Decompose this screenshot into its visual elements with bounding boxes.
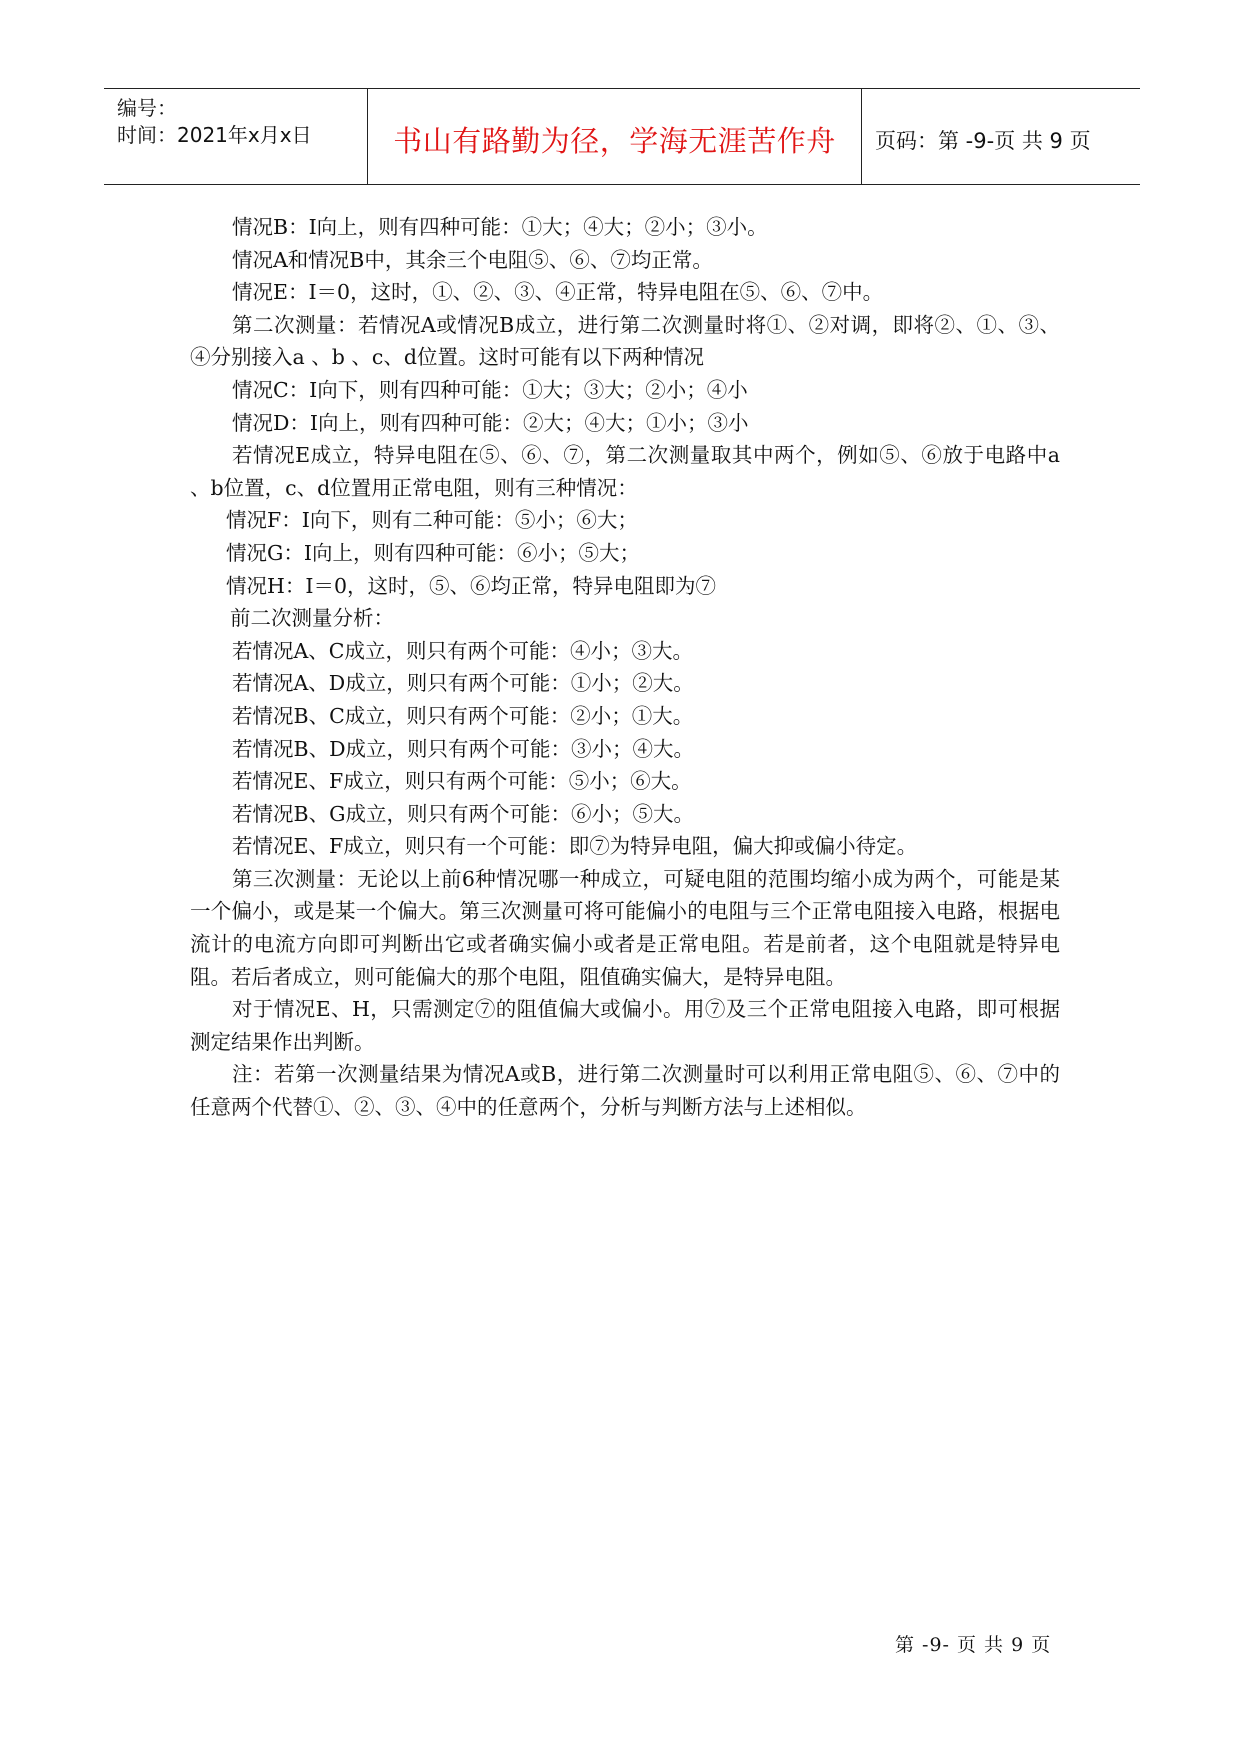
paragraph: 若情况B、D成立，则只有两个可能：③小；④大。 [232,736,694,761]
paragraph: 若情况E成立，特异电阻在⑤、⑥、⑦，第二次测量取其中两个，例如⑤、⑥放于电路中a 、b位置，c、d位置用正常电阻，则有三种情况： [190,443,1060,500]
motto-text: 书山有路勤为径，学海无涯苦作舟 [393,124,836,158]
paragraph: 对于情况E、H，只需测定⑦的阻值偏大或偏小。用⑦及三个正常电阻接入电路，即可根据测定结果作出判断。 [190,997,1060,1054]
paragraph: 情况D：I向上，则有四种可能：②大；④大；①小；③小 [232,410,749,435]
paragraph: 前二次测量分析： [230,606,394,631]
paragraph: 情况H：I＝0，这时，⑤、⑥均正常，特异电阻即为⑦ [226,573,717,598]
paragraph: 第三次测量：无论以上前6种情况哪一种成立，可疑电阻的范围均缩小成为两个，可能是某一个偏小，或是某一个偏大。第三次测量可将可能偏小的电阻与三个正常电阻接入电路，根据电流计的电流方向即可判断出它或者确实偏小或者是正常电阻。若是前者，这个电阻就是特异电阻。若后者成立，则可能偏大的那个电阻，阻值确实偏大，是特异电阻。 [190,866,1060,989]
serial-number-label: 编号： [117,96,177,120]
paragraph: 若情况A、D成立，则只有两个可能：①小；②大。 [232,671,694,696]
paragraph: 情况E：I＝0，这时，①、②、③、④正常，特异电阻在⑤、⑥、⑦中。 [232,280,884,305]
document-header [104,88,1140,185]
paragraph: 注：若第一次测量结果为情况A或B，进行第二次测量时可以利用正常电阻⑤、⑥、⑦中的任意两个代替①、②、③、④中的任意两个，分析与判断方法与上述相似。 [190,1062,1060,1120]
paragraph: 情况A和情况B中，其余三个电阻⑤、⑥、⑦均正常。 [232,247,713,272]
paragraph: 若情况A、C成立，则只有两个可能：④小；③大。 [232,638,693,663]
document-body [190,211,1060,1124]
paragraph: 若情况E、F成立，则只有一个可能：即⑦为特异电阻，偏大抑或偏小待定。 [232,834,918,859]
header-page-cell [862,89,1140,184]
paragraph: 第二次测量：若情况A或情况B成立，进行第二次测量时将①、②对调，即将②、①、③、④分别接入a 、b 、c、d位置。这时可能有以下两种情况 [190,312,1060,370]
paragraph: 若情况B、C成立，则只有两个可能：②小；①大。 [232,703,694,728]
paragraph: 情况C：I向下，则有四种可能：①大；③大；②小；④小 [232,377,748,402]
page-footer: 第 -9- 页 共 9 页 [895,1634,1052,1656]
time-label: 时间：2021年x月x日 [117,123,312,147]
page-code-label: 页码：第 -9-页 共 9 页 [875,129,1091,153]
header-motto-cell [368,89,862,184]
paragraph: 若情况E、F成立，则只有两个可能：⑤小；⑥大。 [232,769,692,794]
header-info-cell [104,89,368,184]
paragraph: 情况B：I向上，则有四种可能：①大；④大；②小；③小。 [232,215,768,239]
paragraph: 情况F：I向下，则有二种可能：⑤小；⑥大； [226,508,638,533]
paragraph: 若情况B、G成立，则只有两个可能：⑥小；⑤大。 [232,801,694,826]
paragraph: 情况G：I向上，则有四种可能：⑥小；⑤大； [226,540,640,565]
